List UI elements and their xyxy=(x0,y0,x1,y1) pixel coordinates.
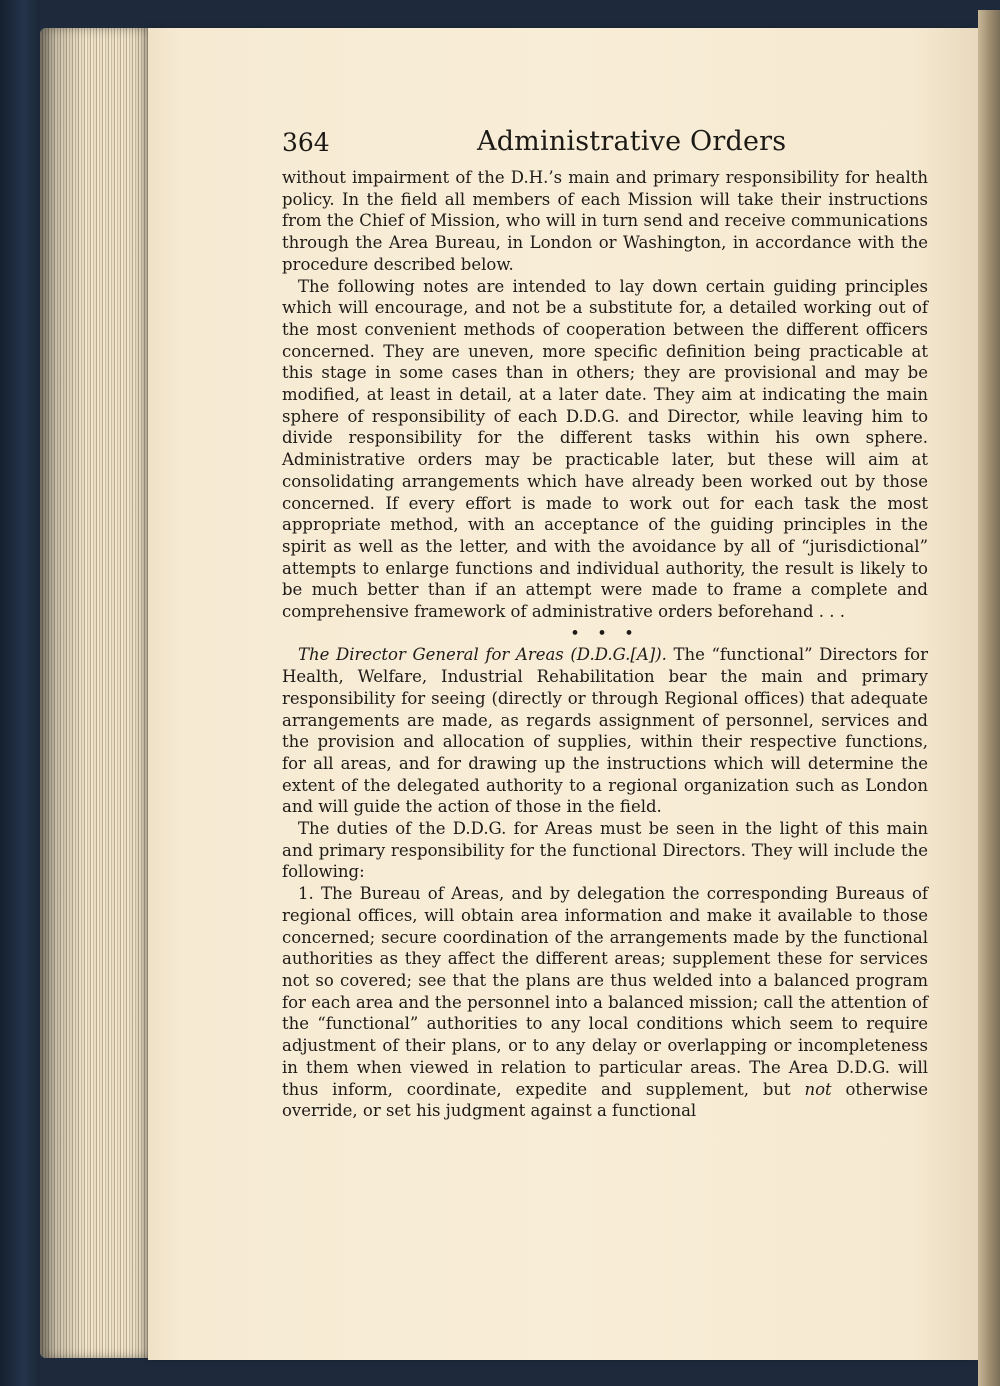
page-body xyxy=(282,167,928,1122)
page-stack-edge xyxy=(40,28,152,1358)
emphasis: not xyxy=(804,1079,832,1099)
section-break: • • • xyxy=(570,623,640,643)
paragraph-text: 1. The Bureau of Areas, and by delegation the corresponding Bureaus of regional offices, will obtain area information and make it available to those concerned; secure coordination of the arrangements made by the functional authorities as they affect the different areas; supplement these for services not so covered; see that the plans are thus welded into a balanced program for each area and the personnel into a balanced mission; call the attention of the “functional” authorities to any local conditions which seem to require adjustment of their plans, or to any delay or overlapping or incompleteness in them when viewed in relation to particular areas. The Area D.D.G. will thus inform, coordinate, expedite and supplement, but xyxy=(282,884,928,1099)
paragraph xyxy=(282,883,928,1122)
page-number: 364 xyxy=(282,128,330,157)
paragraph: The duties of the D.D.G. for Areas must be seen in the light of this main and primary responsibility for the functional Directors. They will include the following: xyxy=(282,819,928,882)
paragraph: without impairment of the D.H.’s main and primary responsibility for health policy. In the field all members of each Mission will take their instructions from the Chief of Mission, who will in turn send and receive communications through the Area Bureau, in London or Washington, in accordance with the procedure described below. xyxy=(282,168,928,274)
book-cover-edge xyxy=(0,0,40,1386)
paragraph-text: otherwise override, or set his judgment against a functional xyxy=(282,1079,928,1121)
paragraph: The following notes are intended to lay down certain guiding principles which will encourage, and not be a substitute for, a detailed working out of the most convenient methods of cooperation between the different officers concerned. They are uneven, more specific definition being practicable at this stage in some cases than in others; they are provisional and may be modified, at least in detail, at a later date. They aim at indicating the main sphere of responsibility of each D.D.G. and Director, while leaving him to divide responsibility for the different tasks within his own sphere. Administrative orders may be practicable later, but these will aim at consolidating arrangements which have already been worked out by those concerned. If every effort is made to work out for each task the most appropriate method, with an acceptance of the guiding principles in the spirit as well as the letter, and with the avoidance by all of “jurisdictional” attempts to enlarge functions and individual authority, the result is likely to be much better than if an attempt were made to frame a complete and comprehensive framework of administrative orders beforehand . . . xyxy=(282,276,928,622)
page-header xyxy=(282,124,928,164)
section-heading: The Director General for Areas (D.D.G.[A]). xyxy=(298,645,667,665)
running-head: Administrative Orders xyxy=(477,126,787,157)
paragraph xyxy=(282,644,928,818)
facing-page-edge xyxy=(978,10,1000,1386)
paragraph-text: The “functional” Directors for Health, Welfare, Industrial Rehabilitation bear the main and primary responsibility for seeing (directly or through Regional offices) that adequate arrangements are made, as regards assignment of personnel, services and the provision and allocation of supplies, within their respective functions, for all areas, and for drawing up the instructions which will determine the extent of the delegated authority to a regional organization such as London and will guide the action of those in the field. xyxy=(282,645,928,817)
